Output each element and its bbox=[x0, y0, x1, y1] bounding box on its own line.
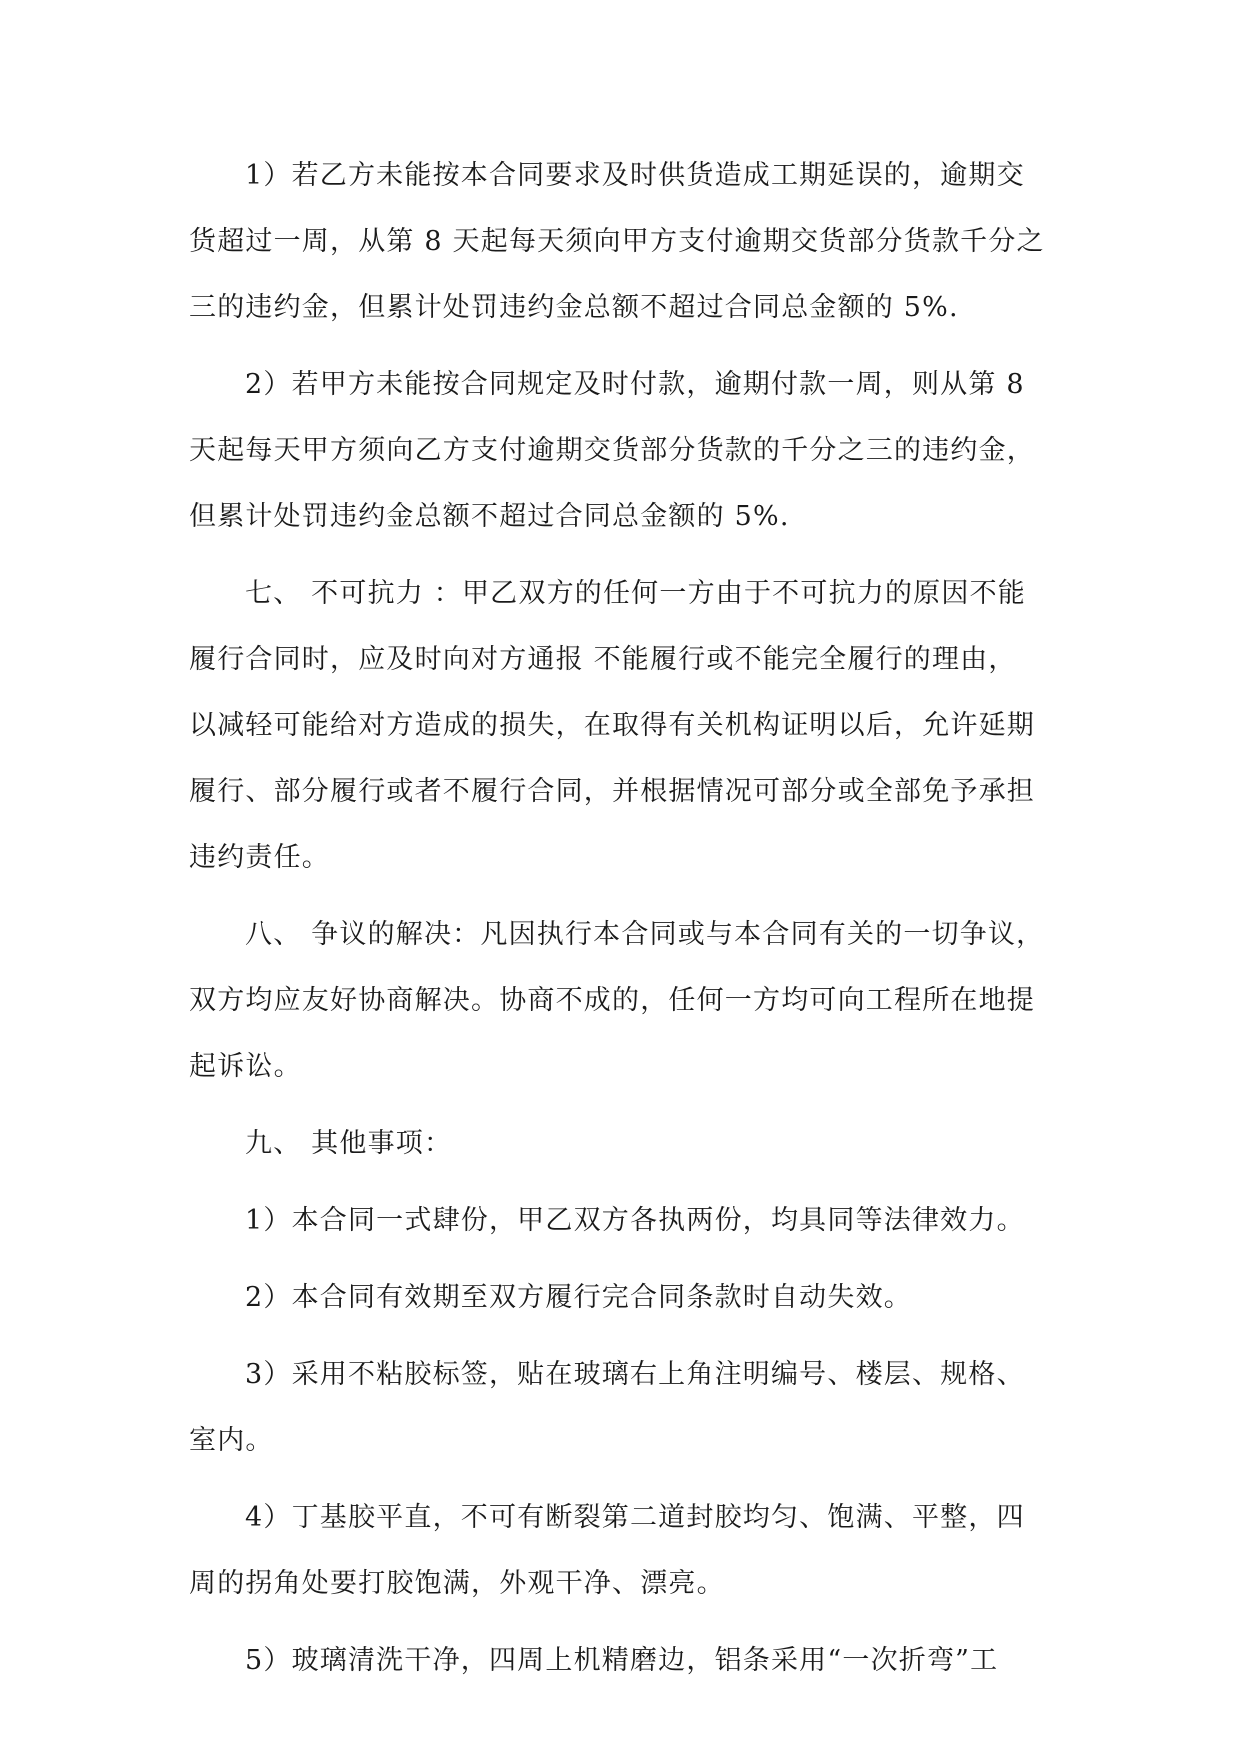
text-line: 双方均应友好协商解决。协商不成的，任何一方均可向工程所在地提 bbox=[189, 985, 1035, 1016]
text-line: 八、 争议的解决：凡因执行本合同或与本合同有关的一切争议， bbox=[245, 919, 1045, 950]
clause-1-item-2 bbox=[189, 365, 1051, 536]
text-line: 1）本合同一式肆份，甲乙双方各执两份，均具同等法律效力。 bbox=[245, 1205, 1025, 1236]
text-line: 货超过一周，从第 8 天起每天须向甲方支付逾期交货部分货款千分之 bbox=[189, 226, 1045, 257]
text-line: 4）丁基胶平直，不可有断裂第二道封胶均匀、饱满、平整，四 bbox=[245, 1502, 1025, 1533]
text-line: 违约责任。 bbox=[189, 842, 330, 873]
text-line: 履行、部分履行或者不履行合同，并根据情况可部分或全部免予承担 bbox=[189, 776, 1035, 807]
text-line: 以减轻可能给对方造成的损失，在取得有关机构证明以后，允许延期 bbox=[189, 710, 1035, 741]
text-line: 1）若乙方未能按本合同要求及时供货造成工期延误的，逾期交 bbox=[245, 160, 1025, 191]
text-line: 三的违约金，但累计处罚违约金总额不超过合同总金额的 5%. bbox=[189, 292, 959, 323]
section-force-majeure bbox=[189, 574, 1051, 877]
section-dispute-resolution bbox=[189, 915, 1051, 1086]
text-line: 周的拐角处要打胶饱满，外观干净、漂亮。 bbox=[189, 1568, 725, 1599]
text-line: 起诉讼。 bbox=[189, 1051, 302, 1082]
text-line: 履行合同时，应及时向对方通报 不能履行或不能完全履行的理由， bbox=[189, 644, 1017, 675]
text-line: 3）采用不粘胶标签，贴在玻璃右上角注明编号、楼层、规格、 bbox=[245, 1359, 1025, 1390]
section-other-matters bbox=[189, 1124, 1051, 1680]
clause-1-item-1 bbox=[189, 156, 1051, 327]
text-line: 天起每天甲方须向乙方支付逾期交货部分货款的千分之三的违约金， bbox=[189, 435, 1035, 466]
text-line: 但累计处罚违约金总额不超过合同总金额的 5%. bbox=[189, 501, 790, 532]
text-line: 七、 不可抗力 ：甲乙双方的任何一方由于不可抗力的原因不能 bbox=[245, 578, 1026, 609]
text-line: 5）玻璃清洗干净，四周上机精磨边，铝条采用“一次折弯”工 bbox=[245, 1645, 999, 1676]
section-heading: 九、 其他事项： bbox=[245, 1128, 453, 1159]
text-line: 2）本合同有效期至双方履行完合同条款时自动失效。 bbox=[245, 1282, 912, 1313]
text-line: 室内。 bbox=[189, 1425, 274, 1456]
document-body bbox=[189, 156, 1051, 1680]
text-line: 2）若甲方未能按合同规定及时付款，逾期付款一周，则从第 8 bbox=[245, 369, 1025, 400]
